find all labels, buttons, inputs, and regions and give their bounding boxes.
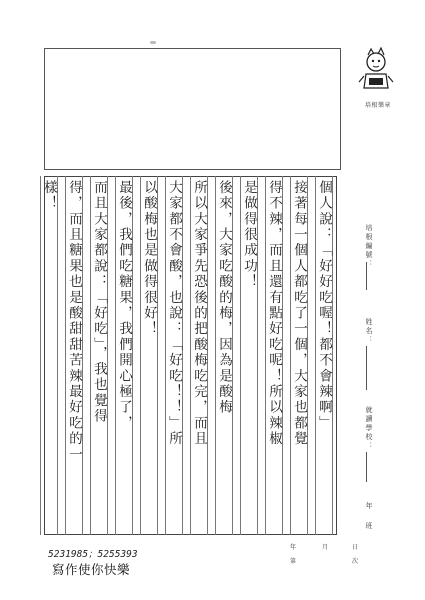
essay-line: 大家都不會酸，也說：「好吃！！」所 [166,180,182,447]
essay-line: 而且大家都說：「好吃」，我也覺得 [91,180,107,425]
label-month: 月 [322,544,329,551]
essay-line: 個人說：「好好吃喔！都不會辣啊」 [316,180,332,432]
essay-line: 得不辣，而且還有點好吃呢！所以辣椒 [266,180,282,447]
brand-name: 培根樂章 [364,102,391,109]
mascot-logo-icon [358,44,394,94]
essay-line: 所以大家爭先恐後的把酸梅吃完，而且 [191,180,207,447]
label-student-number: 培根編號： [365,224,373,269]
footer-phone-numbers: 5231985；5255393 [48,549,138,560]
name-line [366,346,367,390]
label-school: 就讀學校： [365,406,373,451]
student-number-line [366,262,367,290]
teacher-comment-box [44,48,341,170]
essay-line: 樣！ [41,180,57,212]
essay-line: 以酸梅也是做得很好！ [141,180,157,337]
essay-line: 得，而且糖果也是酸甜甜苦辣最好吃的一 [66,180,82,463]
paper-speck [150,41,156,44]
label-order-prefix: 第 [290,558,297,565]
essay-line: 接著每一個人都吃了一個，大家也都覺 [291,180,307,447]
essay-line: 後來，大家吃酸的梅，因為是酸梅 [216,180,232,416]
label-grade: 年 [365,502,373,511]
label-day: 日 [352,544,359,551]
label-year: 年 [290,544,297,551]
footer-slogan: 寫作使你快樂 [52,562,131,577]
label-order: 次 [352,558,359,565]
label-name: 姓名： [365,318,373,345]
label-class: 班 [365,522,373,531]
essay-line: 最後，我們吃糖果，我們開心極了， [116,180,132,432]
essay-line: 是做得很成功！ [241,180,257,290]
school-line [366,452,367,482]
